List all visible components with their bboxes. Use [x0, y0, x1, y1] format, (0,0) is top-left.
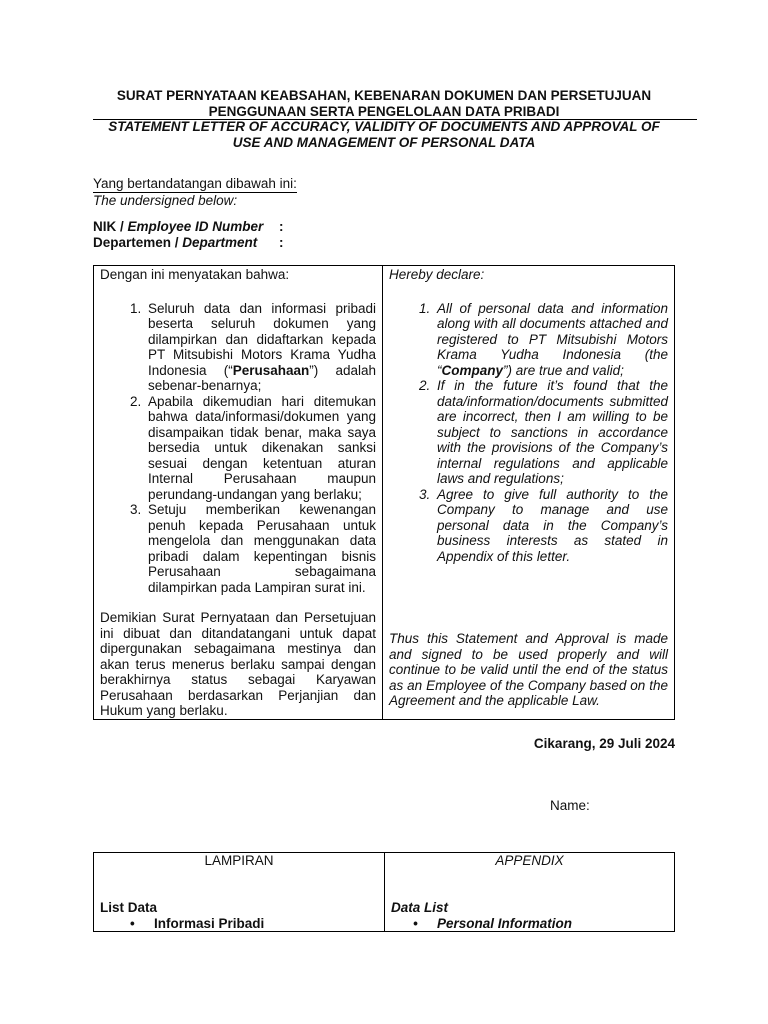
appendix-column-en	[385, 853, 674, 931]
appendix-subheading-en: Data List	[391, 899, 449, 915]
appendix-subheading-id: List Data	[100, 899, 158, 915]
declaration-item-en-3: 3. Agree to give full authority to the Company to manage and use personal data in the Company’s business interests as stated in Appendix of this letter.	[434, 487, 668, 565]
declaration-item-en-1: 1. All of personal data and information along with all documents attached and registered to PT Mitsubishi Motors Krama Yudha Indonesia (the “Company”) are true and valid;	[434, 301, 668, 379]
declaration-column-en	[383, 266, 674, 719]
declaration-closing-id: Demikian Surat Pernyataan dan Persetujuan ini dibuat dan ditandatangani untuk dapat dipergunakan sebagaimana mestinya dan akan terus menerus berlaku sampai dengan berakhirnya status sebagai Karyawan Perusahaan berdasarkan Perjanjian dan Hukum yang berlaku.	[100, 610, 376, 718]
appendix-column-id	[94, 853, 385, 931]
place-date: Cikarang, 29 Juli 2024	[533, 736, 675, 751]
title-english: STATEMENT LETTER OF ACCURACY, VALIDITY OF DOCUMENTS AND APPROVAL OF USE AND MANAGEMENT OF PERSONAL DATA	[108, 119, 660, 150]
appendix-item-en: Personal Information	[437, 916, 573, 931]
nik-label-id: NIK /	[93, 219, 128, 234]
declaration-item-id-1: 1. Seluruh data dan informasi pribadi beserta seluruh dokumen yang dilampirkan dan didaftarkan kepada PT Mitsubishi Motors Krama Yudha Indonesia (“Perusahaan”) adalah sebenar-benarnya;	[145, 301, 376, 394]
declaration-list-id	[100, 301, 376, 596]
department-field	[93, 235, 284, 251]
appendix-item-id: Informasi Pribadi	[154, 916, 265, 931]
appendix-heading-en: APPENDIX	[495, 853, 564, 868]
appendix-list-item-en	[391, 916, 668, 932]
declaration-opening-en: Hereby declare:	[389, 267, 485, 282]
appendix-table	[93, 852, 675, 932]
intro-line-id: Yang bertandatangan dibawah ini:	[93, 176, 297, 191]
title-indonesian: SURAT PERNYATAAN KEABSAHAN, KEBENARAN DOKUMEN DAN PERSETUJUAN PENGGUNAAN SERTA PENGELOLAAN DATA PRIBADI	[116, 88, 652, 119]
name-label: Name:	[550, 798, 590, 813]
declaration-item-id-3: 3. Setuju memberikan kewenangan penuh kepada Perusahaan untuk mengelola dan menggunakan data pribadi dalam kepentingan bisnis Perusahaan sebagaimana dilampirkan pada Lampiran surat ini.	[145, 502, 376, 595]
declaration-column-id	[94, 266, 383, 719]
intro	[93, 176, 297, 209]
nik-field	[93, 219, 284, 235]
appendix-heading-id: LAMPIRAN	[204, 853, 274, 868]
bullet-icon: •	[413, 916, 418, 931]
dept-label-en: Department	[182, 234, 258, 250]
intro-line-en: The undersigned below:	[93, 193, 238, 208]
identity-fields	[93, 219, 284, 250]
declaration-item-id-2: 2. Apabila dikemudian hari ditemukan bahwa data/informasi/dokumen yang disampaikan tidak benar, maka saya bersedia untuk dikenakan sanksi sesuai dengan ketentuan aturan Internal Perusahaan maupun perundang-undangan yang berlaku;	[145, 394, 376, 503]
bullet-icon: •	[130, 916, 135, 931]
dept-label-id: Departemen /	[93, 234, 183, 250]
nik-colon: :	[279, 219, 284, 234]
declaration-opening-id: Dengan ini menyatakan bahwa:	[100, 267, 290, 282]
nik-label-en: Employee ID Number	[127, 219, 264, 234]
declaration-item-en-2: 2. If in the future it’s found that the data/information/documents submitted are incorrect, then I am willing to be subject to sanctions in accordance with the provisions of the Company’s internal regulations and applicable laws and regulations;	[434, 378, 668, 487]
declaration-closing-en: Thus this Statement and Approval is made and signed to be used properly and will continue to be valid until the end of the status as an Employee of the Company based on the Agreement and the applicable Law.	[389, 631, 668, 708]
declaration-table	[93, 265, 675, 720]
declaration-list-en	[389, 301, 668, 565]
appendix-list-item-id	[100, 916, 378, 932]
dept-colon: :	[279, 234, 284, 250]
